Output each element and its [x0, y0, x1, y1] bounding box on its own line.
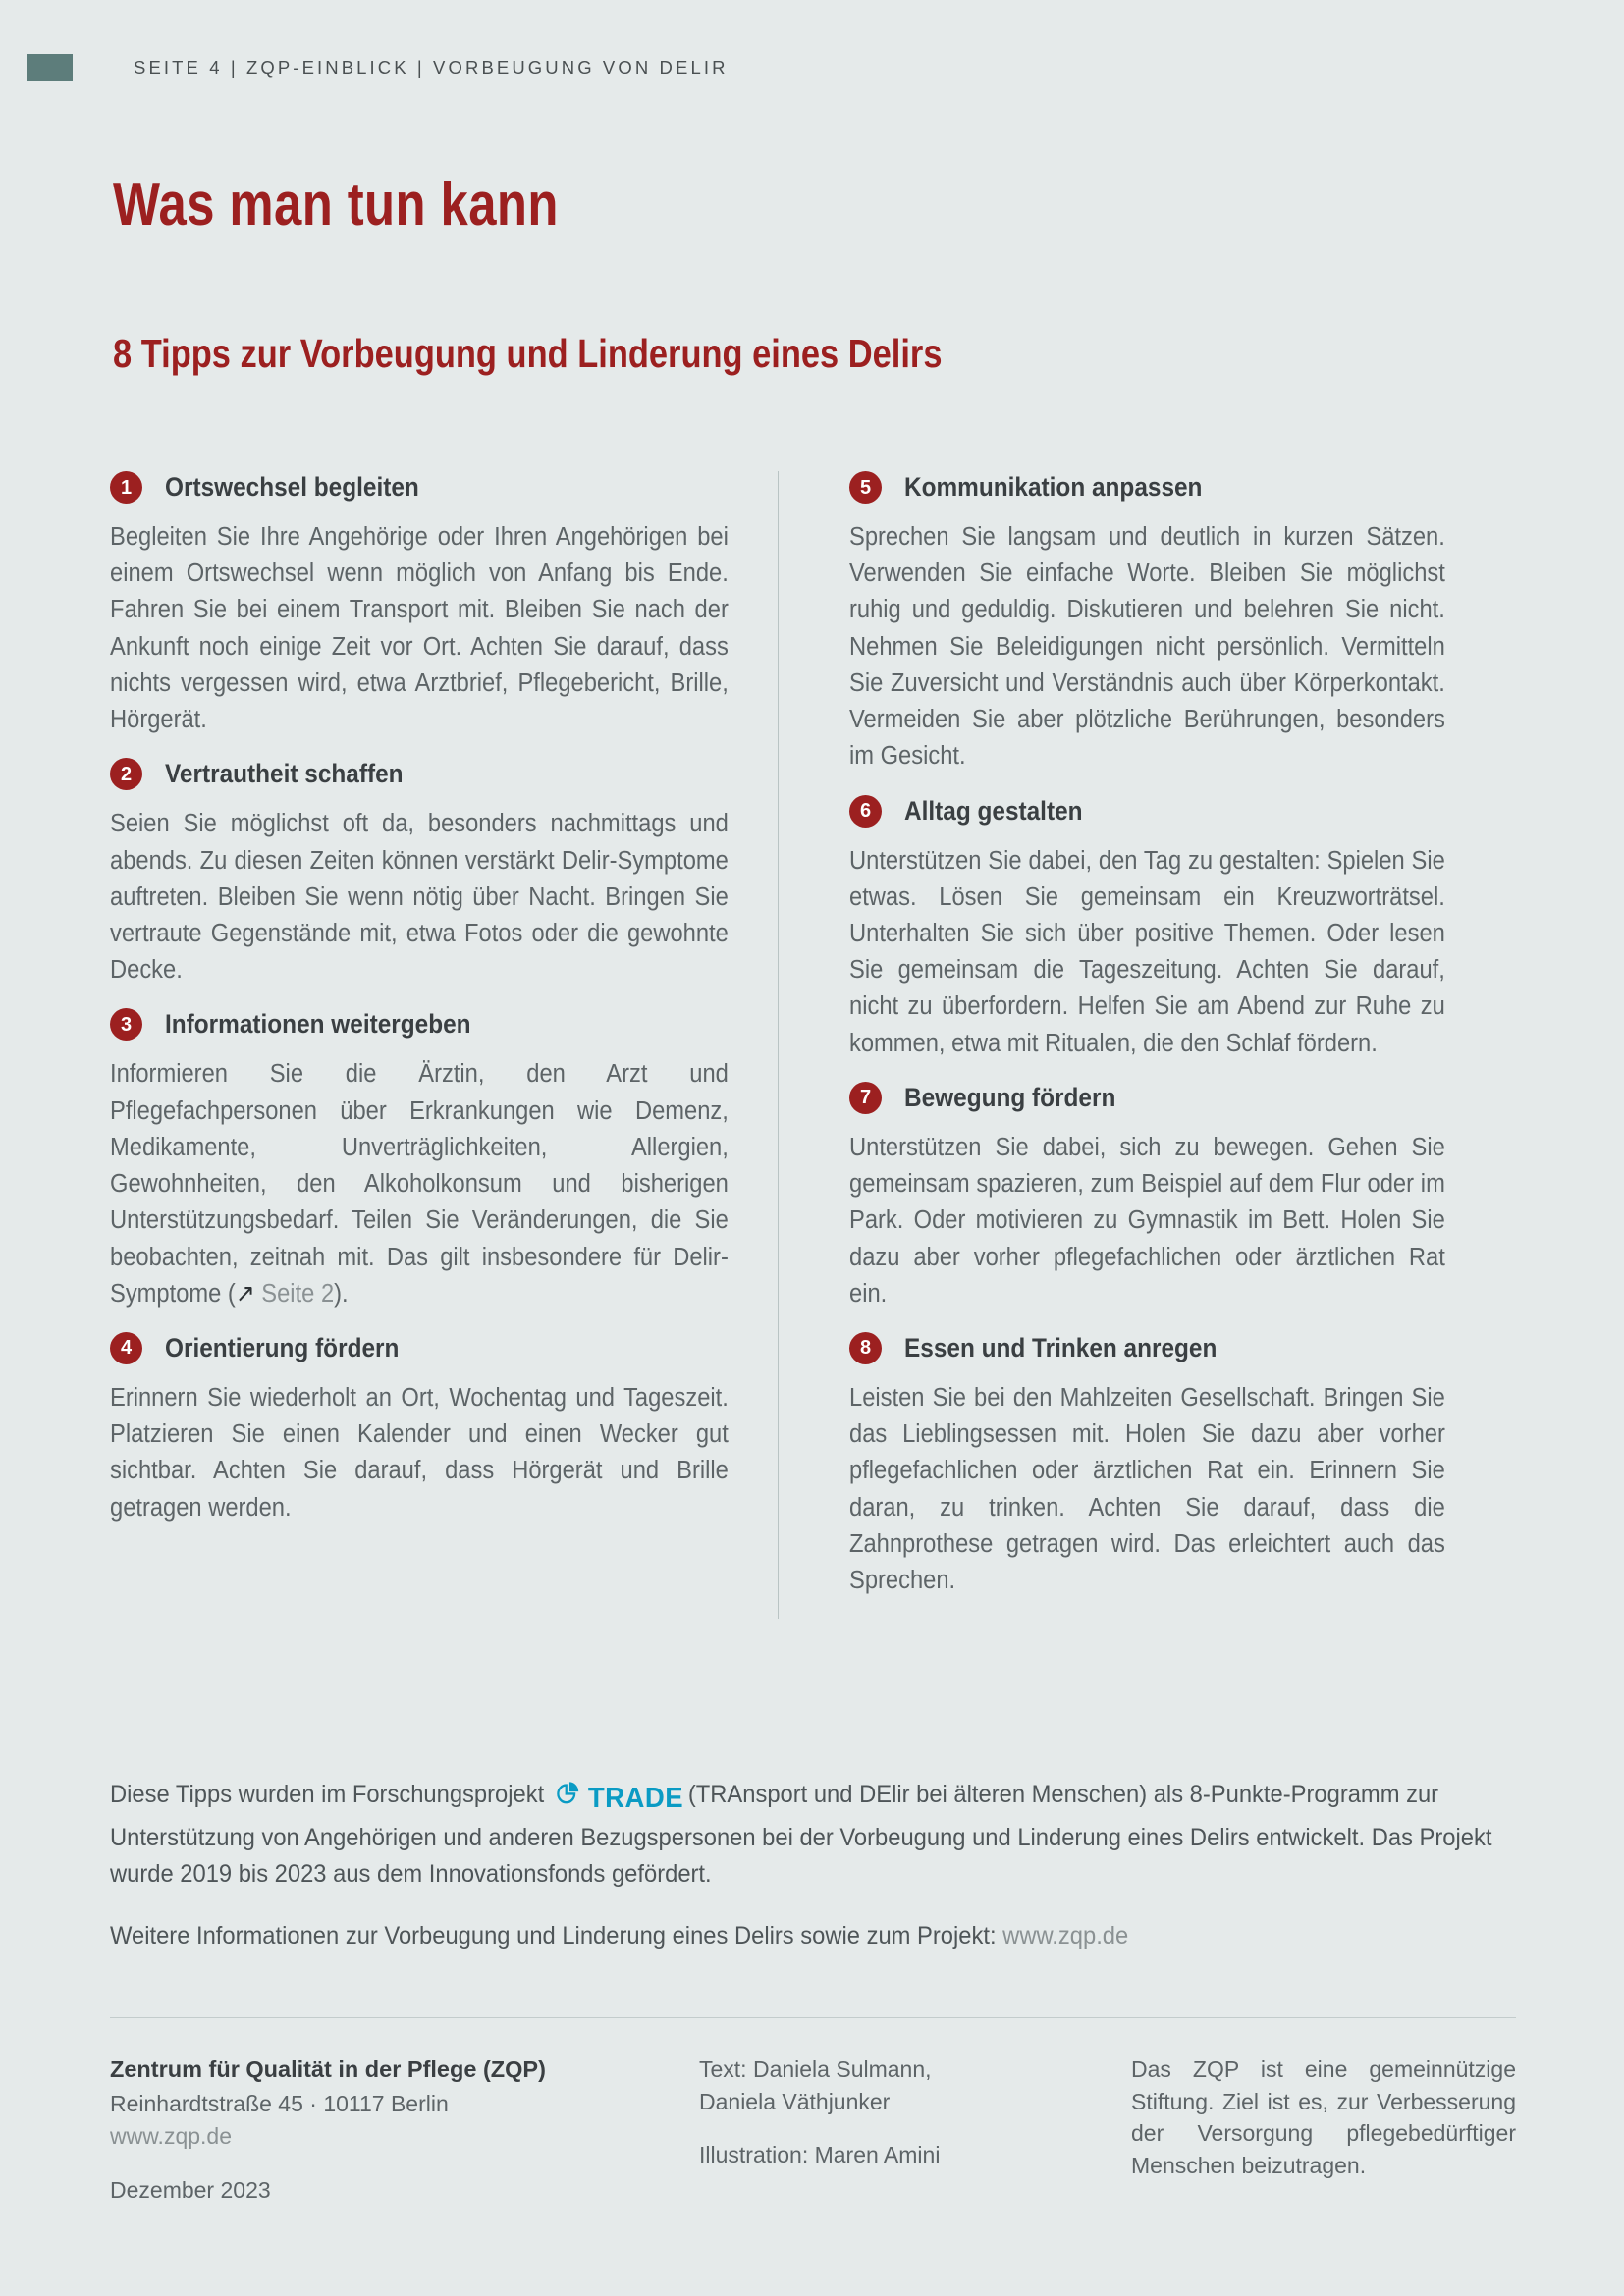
tip-3-body-text: Informieren Sie die Ärztin, den Arzt und Pflegefachpersonen über Erkrankungen wie Demenz, Medikamente, Unverträglichkeiten, Allergien, Gewohnheiten, den Alkoholkonsum und bisherigen Unterstützungsbedarf. Teilen Sie Veränderungen, die Sie beobachten, zeitnah mit. Das gilt insbesondere für Delir-Symptome (: [110, 1060, 729, 1308]
tip-number-badge: 6: [849, 795, 882, 828]
tip-number-badge: 5: [849, 471, 882, 504]
tips-column-left: [110, 471, 778, 1619]
running-head-text: SEITE 4 | ZQP-EINBLICK | VORBEUGUNG VON DELIR: [134, 57, 729, 78]
footer-divider: [110, 2017, 1516, 2018]
closing-text-before-logo: Diese Tipps wurden im Forschungsprojekt: [110, 1781, 551, 1808]
tip-1-head: [110, 471, 729, 504]
tip-5: [849, 471, 1445, 775]
tip-3: [110, 1008, 729, 1312]
pie-chart-icon: [555, 1779, 583, 1819]
running-head: [27, 54, 1565, 81]
tip-1-body: Begleiten Sie Ihre Angehörige oder Ihren Angehörigen bei einem Ortswechsel wenn möglich von Anfang bis Ende. Fahren Sie bei einem Transport mit. Bleiben Sie nach der Ankunft noch einige Zeit vor Ort. Achten Sie darauf, dass nichts vergessen wird, etwa Arztbrief, Pflegebericht, Brille, Hörgerät.: [110, 523, 729, 734]
tips-columns: [110, 471, 1516, 1619]
tip-5-body: Sprechen Sie langsam und deutlich in kurzen Sätzen. Verwenden Sie einfache Worte. Bleiben Sie möglichst ruhig und geduldig. Diskutieren und belehren Sie nicht. Nehmen Sie Beleidigungen nicht persönlich. Vermitteln Sie Zuversicht und Verständnis auch über Körperkontakt. Vermeiden Sie aber plötzliche Berührungen, besonders im Gesicht.: [849, 523, 1445, 771]
page-reference-arrow-icon: ↗: [235, 1279, 255, 1308]
tip-number-badge: 8: [849, 1332, 882, 1364]
tip-2-body: Seien Sie möglichst oft da, besonders nachmittags und abends. Zu diesen Zeiten können verstärkt Delir-Symptome auftreten. Bleiben Sie wenn nötig über Nacht. Bringen Sie vertraute Gegenstände mit, etwa Fotos oder die gewohnte Decke.: [110, 810, 729, 985]
footer-website-link[interactable]: www.zqp.de: [110, 2123, 233, 2150]
tip-2-head: [110, 758, 729, 790]
footer: [110, 2054, 1516, 2206]
tip-6: [849, 795, 1445, 1062]
page-subtitle: 8 Tipps zur Vorbeugung und Linderung eines Delirs: [113, 331, 943, 376]
running-head-marker: [27, 54, 73, 81]
tip-7-head: [849, 1082, 1445, 1114]
page-title: Was man tun kann: [113, 171, 559, 239]
tip-5-head: [849, 471, 1445, 504]
tip-number-badge: 1: [110, 471, 142, 504]
tip-8: [849, 1332, 1445, 1599]
tip-4-head: [110, 1332, 729, 1364]
tip-8-head: [849, 1332, 1445, 1364]
footer-column-credits: [699, 2054, 1131, 2206]
footer-spacer: [110, 2153, 699, 2174]
tip-3-head: [110, 1008, 729, 1041]
tip-8-body: Leisten Sie bei den Mahlzeiten Gesellschaft. Bringen Sie das Lieblingsessen mit. Holen Sie dazu aber vorher pflegefachlichen oder ärztlichen Rat ein. Erinnern Sie daran, zu trinken. Achten Sie darauf, dass die Zahnprothese getragen wird. Das erleichtert auch das Sprechen.: [849, 1383, 1445, 1595]
footer-org-name: Zentrum für Qualität in der Pflege (ZQP): [110, 2056, 546, 2082]
closing-section: [110, 1777, 1516, 1980]
tip-1-title: Ortswechsel begleiten: [165, 472, 419, 502]
footer-credit-illustration: Illustration: Maren Amini: [699, 2142, 941, 2168]
tip-1: [110, 471, 729, 738]
tip-4-body: Erinnern Sie wiederholt an Ort, Wochentag und Tageszeit. Platzieren Sie einen Kalender und einen Wecker gut sichtbar. Achten Sie darauf, dass Hörgerät und Brille getragen werden.: [110, 1383, 729, 1522]
tip-7: [849, 1082, 1445, 1312]
tip-7-body: Unterstützen Sie dabei, sich zu bewegen. Gehen Sie gemeinsam spazieren, zum Beispiel auf dem Flur oder im Park. Oder motivieren zu Gymnastik im Bett. Holen Sie dazu aber vorher pflegefachlichen oder ärztlichen Rat ein.: [849, 1133, 1445, 1308]
tip-6-title: Alltag gestalten: [904, 795, 1083, 826]
footer-column-about: [1131, 2054, 1516, 2206]
footer-credits-spacer: [699, 2117, 1131, 2139]
tip-3-title: Informationen weitergeben: [165, 1009, 471, 1040]
tip-number-badge: 7: [849, 1082, 882, 1114]
trade-logo: [551, 1778, 688, 1820]
footer-about-text: Das ZQP ist eine gemeinnützige Stiftung. Ziel ist es, zur Verbesserung der Versorgung pflegebedürftiger Menschen beizutragen.: [1131, 2056, 1516, 2178]
tip-6-head: [849, 795, 1445, 828]
trade-wordmark: TRADE: [587, 1783, 684, 1815]
footer-date: Dezember 2023: [110, 2176, 271, 2203]
tips-column-right: [778, 471, 1445, 1619]
tip-6-body: Unterstützen Sie dabei, den Tag zu gestalten: Spielen Sie etwas. Lösen Sie gemeinsam ein Kreuzworträtsel. Unterhalten Sie sich über positive Themen. Oder lesen Sie gemeinsam die Tageszeitung. Achten Sie darauf, nicht zu überfordern. Helfen Sie am Abend zur Ruhe zu kommen, etwa mit Ritualen, die den Schlaf fördern.: [849, 846, 1445, 1057]
page-reference-link[interactable]: Seite 2: [254, 1279, 335, 1308]
footer-address: Reinhardtstraße 45 · 10117 Berlin: [110, 2091, 449, 2117]
tip-number-badge: 4: [110, 1332, 142, 1364]
tip-8-title: Essen und Trinken anregen: [904, 1332, 1218, 1362]
closing-more-info-text: Weitere Informationen zur Vorbeugung und Linderung eines Delirs sowie zum Projekt:: [110, 1921, 1003, 1949]
footer-credit-text-line-1: Text: Daniela Sulmann,: [699, 2056, 932, 2082]
tip-3-body: [110, 1056, 729, 1312]
tip-2: [110, 758, 729, 988]
footer-column-organization: [110, 2054, 699, 2206]
tip-3-body-tail: ).: [334, 1279, 349, 1308]
tip-4-title: Orientierung fördern: [165, 1332, 400, 1362]
closing-paragraph-project: [110, 1777, 1512, 1893]
tip-number-badge: 3: [110, 1008, 142, 1041]
closing-paragraph-more-info: [110, 1918, 1512, 1954]
zqp-website-link[interactable]: www.zqp.de: [1002, 1921, 1129, 1949]
footer-credit-text-line-2: Daniela Väthjunker: [699, 2088, 891, 2114]
tip-7-title: Bewegung fördern: [904, 1082, 1116, 1112]
tip-5-title: Kommunikation anpassen: [904, 472, 1203, 502]
tip-4: [110, 1332, 729, 1526]
tip-number-badge: 2: [110, 758, 142, 790]
tip-2-title: Vertrautheit schaffen: [165, 759, 404, 789]
closing-text-after-logo: (TRAnsport und DElir bei älteren Menschen) als 8-Punkte-Programm zur Unterstützung von Angehörigen und anderen Bezugspersonen bei der Vorbeugung und Linderung eines Delirs entwickelt. Das Projekt wurde 2019 bis 2023 aus dem Innovationsfonds gefördert.: [110, 1781, 1492, 1888]
